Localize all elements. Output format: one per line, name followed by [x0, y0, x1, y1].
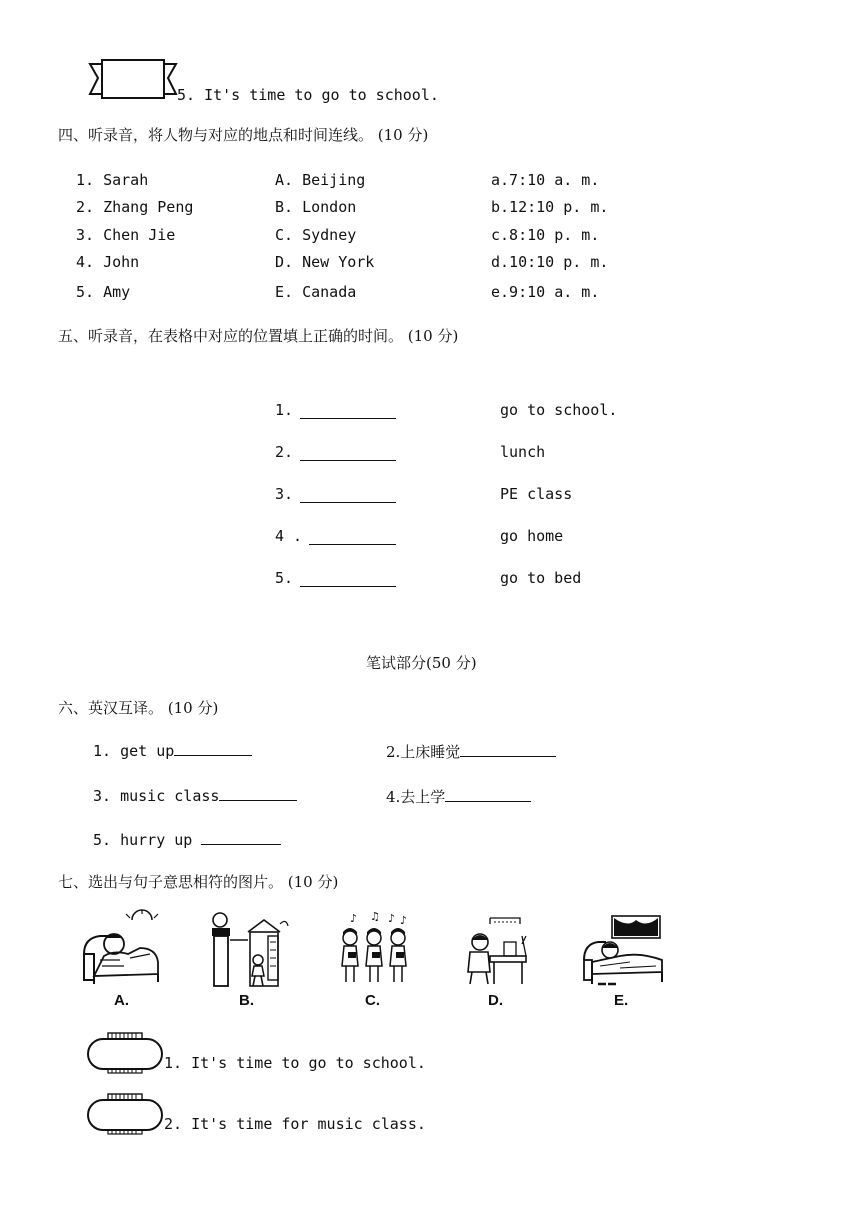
sec6-item-1: 1. get up: [93, 741, 252, 760]
sec7-heading: 七、选出与句子意思相符的图片。 (10 分): [58, 873, 339, 891]
sec5-activity-4: go home: [500, 527, 564, 545]
music-class-picture[interactable]: [336, 910, 412, 988]
svg-text:♪: ♪: [388, 912, 396, 925]
sec6-item-3: 3. music class: [93, 786, 297, 805]
sec7-sentence-1: 1. It's time to go to school.: [164, 1054, 426, 1072]
person-5: 5. Amy: [76, 283, 131, 301]
sec5-heading: 五、听录音，在表格中对应的位置填上正确的时间。 (10 分): [58, 327, 459, 345]
time-blank-1[interactable]: [300, 404, 396, 419]
answer-blank-3[interactable]: [219, 786, 297, 801]
place-c: C. Sydney: [275, 226, 357, 244]
time-blank-2[interactable]: [300, 446, 396, 461]
going-to-bed-picture[interactable]: [580, 914, 666, 988]
sec6-item-2: 2.上床睡觉: [386, 741, 556, 762]
time-e: e.9:10 a. m.: [491, 283, 600, 301]
picture-label-b: B.: [239, 992, 254, 1009]
time-d: d.10:10 p. m.: [491, 253, 609, 271]
answer-capsule-2[interactable]: [86, 1092, 164, 1134]
time-blank-3[interactable]: [300, 488, 396, 503]
picture-label-e: E.: [614, 992, 629, 1009]
svg-text:♪: ♪: [350, 912, 358, 925]
picture-label-a: A.: [114, 992, 129, 1009]
answer-banner: [88, 58, 178, 100]
person-1: 1. Sarah: [76, 171, 149, 189]
answer-blank-4[interactable]: [445, 787, 531, 802]
person-2: 2. Zhang Peng: [76, 198, 194, 216]
sec4-heading: 四、听录音，将人物与对应的地点和时间连线。 (10 分): [58, 126, 429, 144]
sec7-sentence-2: 2. It's time for music class.: [164, 1115, 426, 1133]
sec5-num-3: 3.: [275, 485, 294, 503]
place-d: D. New York: [275, 253, 375, 271]
picture-label-d: D.: [488, 992, 503, 1009]
place-e: E. Canada: [275, 283, 357, 301]
sec5-num-1: 1.: [275, 401, 294, 419]
sec5-activity-1: go to school.: [500, 401, 618, 419]
sec5-activity-5: go to bed: [500, 569, 582, 587]
going-to-school-picture[interactable]: [208, 912, 288, 988]
time-c: c.8:10 p. m.: [491, 226, 600, 244]
time-blank-5[interactable]: [300, 572, 396, 587]
person-3: 3. Chen Jie: [76, 226, 176, 244]
q5-item-text: 5. It's time to go to school.: [177, 86, 439, 104]
answer-blank-1[interactable]: [174, 741, 252, 756]
place-a: A. Beijing: [275, 171, 366, 189]
svg-text:♫: ♫: [370, 910, 380, 923]
written-part-title: 笔试部分(50 分): [366, 654, 477, 672]
sec6-item-4: 4.去上学: [386, 786, 531, 807]
time-blank-4[interactable]: [309, 530, 396, 545]
sec5-activity-2: lunch: [500, 443, 546, 461]
sec6-heading: 六、英汉互译。 (10 分): [58, 699, 219, 717]
sec5-activity-3: PE class: [500, 485, 573, 503]
waking-up-picture[interactable]: [80, 914, 162, 988]
sec5-num-4: 4 .: [275, 527, 303, 545]
sec5-num-5: 5.: [275, 569, 294, 587]
person-4: 4. John: [76, 253, 140, 271]
svg-text:♪: ♪: [400, 914, 408, 927]
time-a: a.7:10 a. m.: [491, 171, 600, 189]
answer-blank-5[interactable]: [201, 830, 281, 845]
sec5-num-2: 2.: [275, 443, 294, 461]
sec6-item-5: 5. hurry up: [93, 830, 281, 849]
studying-picture[interactable]: [460, 914, 534, 988]
picture-label-c: C.: [365, 992, 380, 1009]
answer-blank-2[interactable]: [460, 742, 556, 757]
time-b: b.12:10 p. m.: [491, 198, 609, 216]
place-b: B. London: [275, 198, 357, 216]
answer-capsule-1[interactable]: [86, 1031, 164, 1073]
